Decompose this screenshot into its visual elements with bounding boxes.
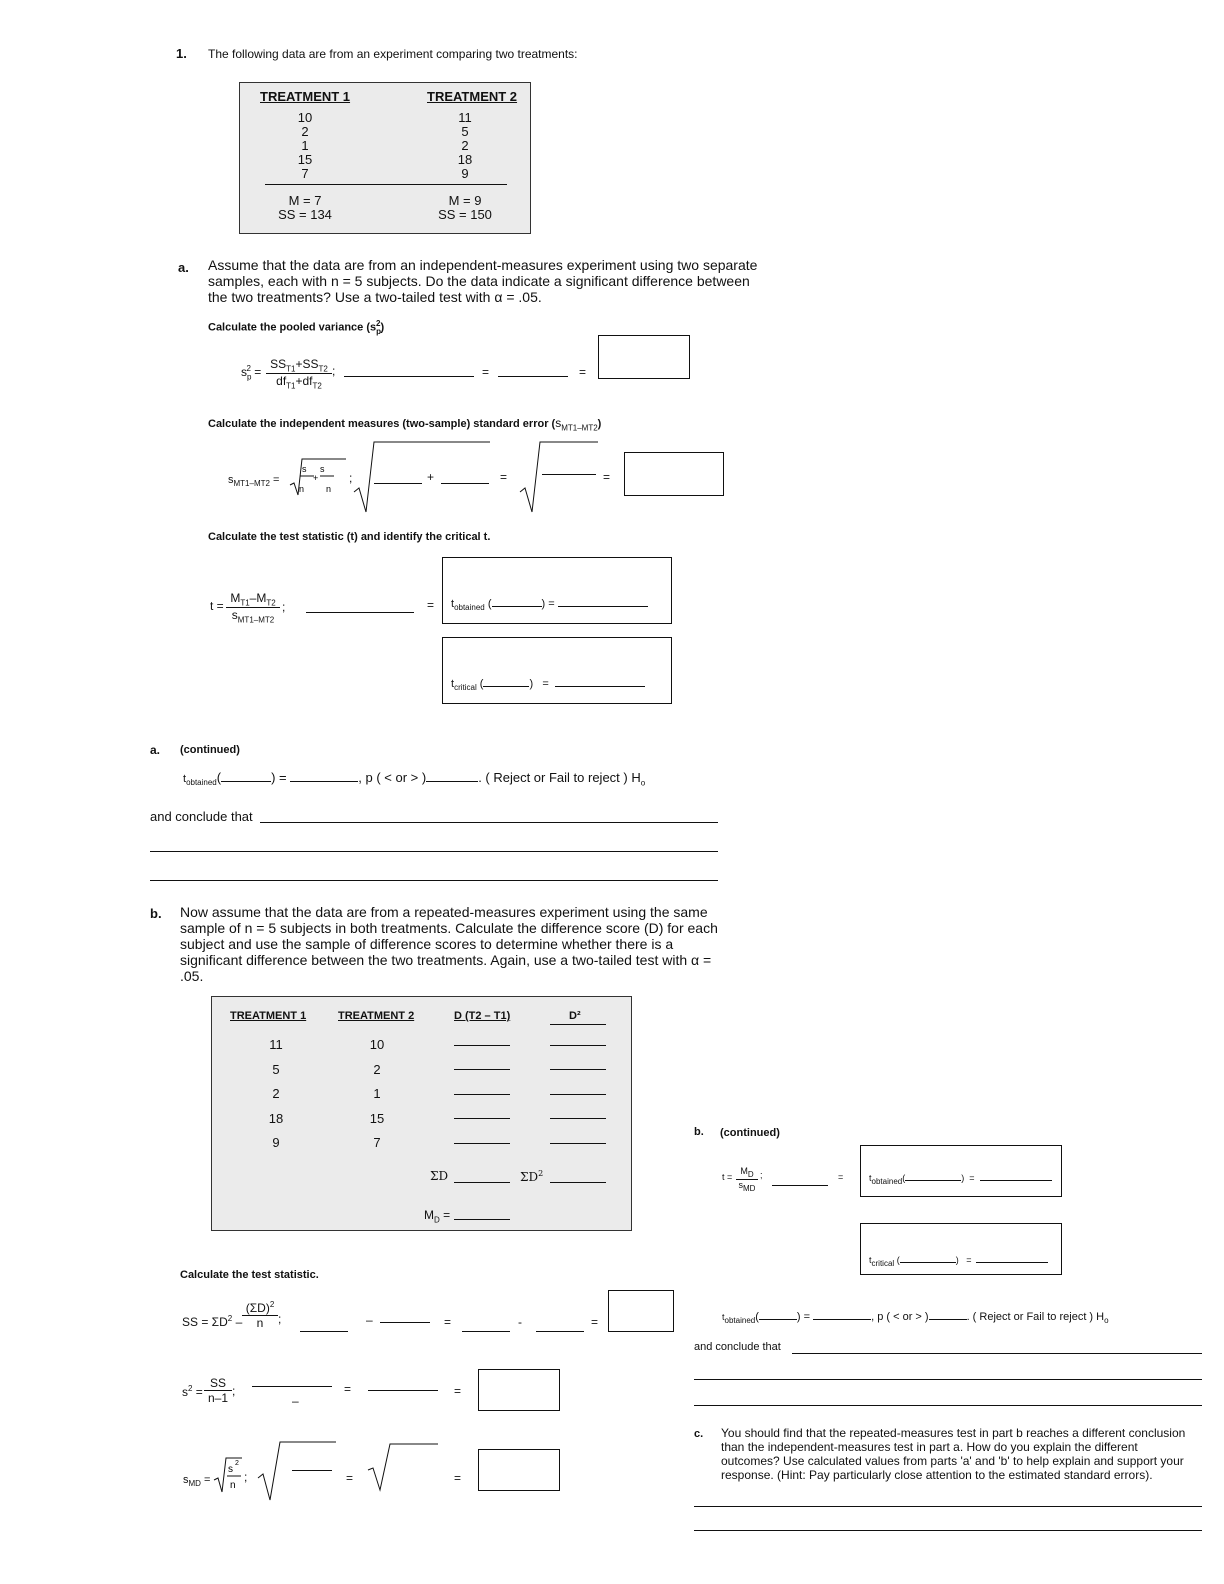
reject-decision: . ( Reject or Fail to reject ) H [478, 770, 641, 785]
minus-sign: – [292, 1394, 299, 1408]
md-label: $M_D$ = [424, 1208, 451, 1225]
equals-sign: = [444, 1315, 452, 1329]
b-t-obtained-row: $t_{obtained}$( ) = [869, 1173, 1052, 1186]
equals-sign: = [603, 470, 611, 484]
s2-formula-fraction: $\frac{SS}{n-1}$ [204, 1376, 232, 1405]
d-blank[interactable] [454, 1069, 510, 1070]
svg-text:s: s [320, 464, 325, 474]
smd-sqrt-sign-2 [368, 1440, 440, 1492]
d2-blank[interactable] [550, 1143, 606, 1144]
table2-t2-value: 10 [369, 1037, 385, 1052]
problem-number: 1. [176, 46, 187, 61]
semicolon: ; [760, 1170, 763, 1180]
table1-header-t2: TREATMENT 2 [427, 89, 518, 104]
se-blank-2[interactable] [441, 483, 489, 484]
equals-sign: = [427, 598, 435, 612]
table2-t2-values [353, 1033, 401, 1156]
svg-text:s: s [302, 464, 307, 474]
part-a-label: a. [178, 260, 189, 275]
table2-t1-value: 2 [272, 1086, 280, 1101]
table2-t2-value: 7 [373, 1135, 381, 1150]
obtained-subscript: obtained [186, 778, 217, 788]
h-subscript: o [640, 778, 646, 788]
semicolon: ; [332, 364, 336, 378]
b-t-blank[interactable] [772, 1185, 828, 1186]
part-a-cont-label: a. [150, 743, 161, 757]
table1-t2-value: 2 [461, 138, 469, 153]
t-formula-fraction: $M_{T1}-M_{T2}$ $s_{MT1-MT2}$ [226, 591, 280, 625]
table2-header-t1: TREATMENT 1 [230, 1010, 307, 1022]
d-blank[interactable] [454, 1143, 510, 1144]
equals-sign: = [500, 470, 508, 484]
md-text: M [424, 1208, 434, 1222]
critical-subscript: critical [871, 1258, 895, 1268]
standard-error-heading: Calculate the independent measures (two-sample) standard error $(s_{MT1-MT2})$ [208, 416, 602, 433]
table1-t2-value: 5 [461, 124, 469, 139]
equals-sign: = [346, 1471, 354, 1485]
t-blank-1[interactable] [306, 612, 414, 613]
table2-t1-value: 11 [269, 1037, 283, 1052]
table1-t1-mean: M = 7 [288, 193, 322, 208]
table1-t2-value: 11 [458, 110, 472, 125]
obtained-subscript: obtained [871, 1176, 903, 1186]
pooled-heading-text: Calculate the pooled variance ( [208, 321, 370, 334]
b-conclude-line-2[interactable] [694, 1379, 1202, 1380]
part-b-cont-label: b. [694, 1126, 704, 1138]
table2-t2-value: 2 [373, 1061, 381, 1077]
smd-blank-1[interactable] [292, 1470, 332, 1471]
conclude-line-1[interactable] [260, 822, 718, 823]
pooled-heading-end: ) [380, 321, 385, 334]
table2-header-d2: D² [569, 1010, 581, 1022]
d-blank[interactable] [454, 1045, 510, 1046]
t-symbol: t = [210, 599, 224, 613]
table1-t1-values [280, 111, 330, 181]
smd-sqrt-formula [214, 1454, 244, 1494]
s2-symbol: $s^2$ = [182, 1384, 203, 1399]
table2-t2-value: 15 [369, 1110, 385, 1126]
table1-divider [265, 184, 507, 185]
minus-sign: – [366, 1313, 373, 1327]
conclude-label: and conclude that [150, 809, 253, 824]
d2-blank[interactable] [550, 1118, 606, 1119]
equals-sign: = [969, 1173, 975, 1183]
semicolon: ; [282, 600, 286, 614]
t-letter: t [451, 678, 455, 690]
ss-blank-2[interactable] [380, 1322, 430, 1323]
smd-symbol: $s_{MD}$ = [183, 1474, 211, 1489]
t-critical-row: $t_{critical}$ ( ) = [451, 678, 645, 692]
ss-blank-1[interactable] [300, 1331, 348, 1332]
ss-formula-fraction: $\frac{(\Sigma D)^2}{n}$ [242, 1300, 278, 1330]
table1-t1-summary [260, 194, 350, 222]
c-answer-line-1[interactable] [694, 1506, 1202, 1507]
svg-text:+: + [313, 473, 319, 483]
svg-text:n: n [299, 484, 305, 494]
semicolon: ; [244, 1470, 248, 1484]
d-blank[interactable] [454, 1118, 510, 1119]
semicolon: ; [278, 1312, 282, 1326]
part-b-test-heading: Calculate the test statistic. [180, 1269, 319, 1281]
pooled-formula-fraction: $SS_{T1}+SS_{T2}$ $df_{T1}+df_{T2}$ [266, 357, 332, 391]
t-obtained-box[interactable] [442, 557, 672, 624]
p-comparison: , p ( < or > ) [358, 770, 427, 785]
se-sqrt-sign [354, 440, 494, 512]
pooled-variance-answer-box[interactable] [598, 335, 690, 379]
pooled-blank-2[interactable] [498, 376, 568, 377]
svg-text:2: 2 [235, 1460, 239, 1467]
table1-t2-summary [420, 194, 510, 222]
table2-t1-value: 5 [272, 1061, 280, 1077]
plus-sign: + [427, 470, 435, 484]
pooled-variance-heading: Calculate the pooled variance $(s_p^2)$ [208, 319, 385, 336]
sum-d2-blank[interactable] [550, 1182, 606, 1183]
sum-d-label: ΣD [430, 1169, 449, 1183]
table1-t1-value: 7 [301, 166, 309, 181]
table2-t1-value: 18 [268, 1110, 284, 1126]
b-conclude-line-1[interactable] [792, 1353, 1202, 1354]
table2-t1-value: 9 [272, 1135, 280, 1150]
part-c-label: c. [694, 1428, 704, 1440]
table1-t1-value: 2 [301, 124, 309, 139]
equals-sign: = [579, 365, 587, 379]
equals-sign: = [966, 1255, 972, 1265]
table1-t1-value: 1 [301, 138, 309, 153]
se-blank-1[interactable] [374, 483, 422, 484]
part-a-text: Assume that the data are from an independent-measures experiment using two separate samples, each with n = 5 subjects. Do the data indicate a significant difference between the two treatments? Use a two-tailed test with α = .05. [208, 257, 758, 305]
b-t-critical-box[interactable] [860, 1223, 1062, 1275]
svg-text:n: n [326, 484, 332, 494]
md-blank[interactable] [454, 1219, 510, 1220]
minus-sign: - [518, 1315, 522, 1329]
ss-formula-lhs: SS = $\Sigma D^2$ – [182, 1314, 243, 1329]
equals-sign: = [344, 1382, 352, 1396]
se-blank-3[interactable] [542, 474, 596, 475]
sum-d-blank[interactable] [454, 1182, 510, 1183]
equals-sign: = [542, 678, 549, 690]
equals-sign: = [838, 1172, 844, 1182]
problem-intro: The following data are from an experiment comparing two treatments: [208, 47, 578, 61]
smd-sqrt-sign [258, 1440, 340, 1502]
equals-sign: = [482, 365, 490, 379]
svg-text:s: s [228, 1464, 233, 1475]
table2-header-d: D (T2 – T1) [454, 1010, 511, 1022]
obtained-subscript: obtained [724, 1315, 756, 1325]
table1-t2-value: 18 [457, 152, 473, 167]
d-blank[interactable] [454, 1094, 510, 1095]
reject-decision: . ( Reject or Fail to reject ) H [966, 1311, 1105, 1323]
sum-d2-text: ΣD [520, 1170, 539, 1184]
b-t-critical-row: $t_{critical}$ ( ) = [869, 1255, 1048, 1268]
part-b-label: b. [150, 906, 162, 921]
d2-blank[interactable] [550, 1069, 606, 1070]
data-table-1 [239, 82, 531, 234]
c-answer-line-2[interactable] [694, 1530, 1202, 1531]
se-symbol: $s_{MT1-MT2}$ = [228, 474, 280, 489]
table2-d2-underline [550, 1024, 606, 1025]
part-b-decision-row: $t_{obtained}$( ) = , p ( < or > ) . ( Reject or Fail to reject ) $H_o$ [722, 1311, 1109, 1326]
semicolon: ; [232, 1384, 236, 1398]
part-b-continued: (continued) [720, 1127, 780, 1139]
b-conclude-label: and conclude that [694, 1341, 781, 1353]
t-obtained-row: $t_{obtained}$ ( ) = [451, 598, 648, 612]
b-conclude-line-3[interactable] [694, 1405, 1202, 1406]
s2-blank-1[interactable] [252, 1386, 332, 1387]
conclude-line-2[interactable] [150, 851, 718, 852]
part-a-continued: (continued) [180, 744, 240, 756]
d2-blank[interactable] [550, 1094, 606, 1095]
equals-sign: = [454, 1471, 462, 1485]
conclude-line-3[interactable] [150, 880, 718, 881]
part-b-text: Now assume that the data are from a repeated-measures experiment using the same sample of n = 5 subjects in both treatments. Calculate the difference score (D) for each subject and use the sample of difference scores to determine whether there is a significant difference between the two treatments. Again, use a two-tailed test with α = .05. [180, 904, 718, 984]
table1-t2-ss: SS = 150 [438, 207, 492, 222]
part-c-text: You should find that the repeated-measures test in part b reaches a different conclusion than the independent-measures test in part a. How do you explain the different outcomes? Use calculated values from parts 'a' and 'b' to help explain and support your response. (Hint: Pay particularly close attention to the estimated standard errors). [721, 1426, 1186, 1482]
table1-header-t1: TREATMENT 1 [260, 89, 351, 104]
se-heading-text: Calculate the independent measures (two-sample) standard error ( [208, 418, 556, 430]
t-md-fraction: $M_D$ $s_{MD}$ [736, 1166, 758, 1193]
sum-d2-label: $\Sigma D^2$ [520, 1169, 544, 1184]
test-statistic-heading: Calculate the test statistic (t) and identify the critical t. [208, 531, 491, 543]
d2-blank[interactable] [550, 1045, 606, 1046]
table1-t2-value: 9 [461, 166, 469, 181]
ss-blank-4[interactable] [536, 1331, 584, 1332]
table1-t2-mean: M = 9 [448, 193, 482, 208]
t-letter: t [451, 598, 455, 610]
table2-t1-values [252, 1033, 300, 1156]
ss-answer-box[interactable] [608, 1290, 674, 1332]
table1-t1-value: 10 [297, 110, 313, 125]
data-table-2 [211, 996, 632, 1231]
standard-error-answer-box[interactable] [624, 452, 724, 496]
se-sqrt-formula [288, 455, 348, 497]
critical-subscript: critical [454, 683, 477, 693]
equals-sign: = [591, 1315, 599, 1329]
semicolon: ; [349, 471, 353, 485]
sp2-symbol: $s_p^2$ = [241, 364, 262, 382]
t-md-symbol: t = [722, 1172, 733, 1182]
svg-text:n: n [230, 1480, 236, 1491]
b-t-obtained-box[interactable] [860, 1145, 1062, 1197]
table2-header-t2: TREATMENT 2 [338, 1010, 415, 1022]
part-a-decision-row: $t_{obtained}$( ) = , p ( < or > ) . ( Reject or Fail to reject ) $H_o$ [183, 770, 646, 788]
table1-t2-values [440, 111, 490, 181]
pooled-blank-1[interactable] [344, 376, 474, 377]
se-heading-end: ) [597, 418, 602, 430]
p-comparison: , p ( < or > ) [871, 1311, 929, 1323]
h-subscript: o [1104, 1316, 1109, 1326]
se-sqrt-sign-2 [520, 440, 600, 512]
table1-t1-value: 15 [297, 152, 313, 167]
obtained-subscript: obtained [454, 603, 485, 613]
table2-t2-value: 1 [373, 1086, 381, 1101]
s2-blank-2[interactable] [368, 1390, 438, 1391]
ss-blank-3[interactable] [462, 1331, 510, 1332]
table1-t1-ss: SS = 134 [278, 207, 332, 222]
s2-answer-box[interactable] [478, 1369, 560, 1411]
equals-sign: = [548, 598, 555, 610]
equals-sign: = [454, 1384, 462, 1398]
t-critical-box[interactable] [442, 637, 672, 704]
smd-answer-box[interactable] [478, 1449, 560, 1491]
